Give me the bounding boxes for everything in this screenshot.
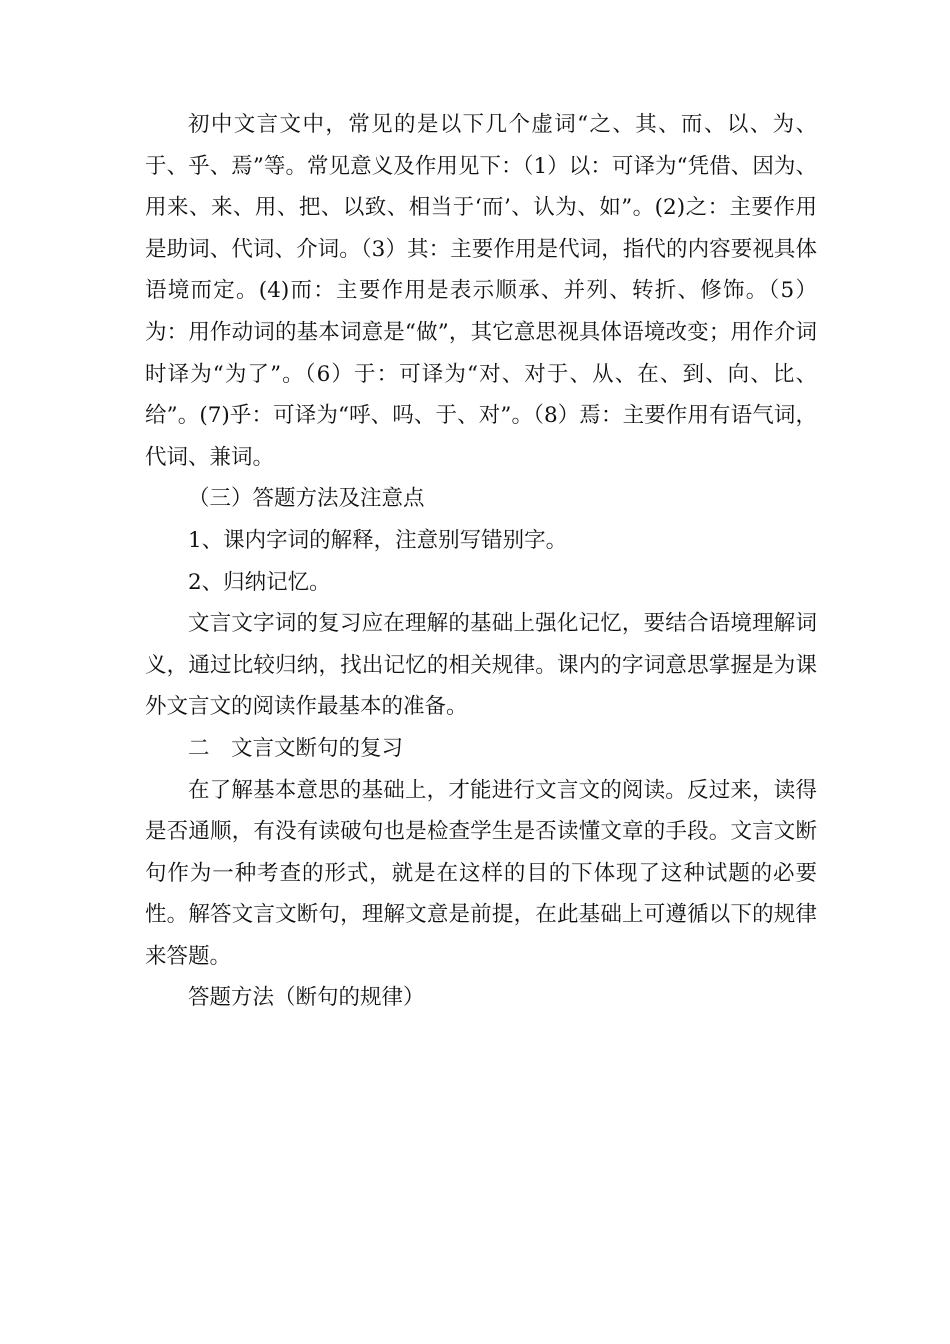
paragraph-function-words: 初中文言文中，常见的是以下几个虚词“之、其、而、以、为、于、乎、焉”等。常见意义及作用见下：（1）以：可译为“凭借、因为、用来、来、用、把、以致、相当于‘而’、认为、如”。(2)之：主要作用是助词、代词、介词。（3）其：主要作用是代词，指代的内容要视具体语境而定。(4)而：主要作用是表示顺承、并列、转折、修饰。（5）为：用作动词的基本词意是“做”，其它意思视具体语境改变；用作介词时译为“为了”。（6）于：可译为“对、对于、从、在、到、向、比、给”。(7)乎：可译为“呼、吗、于、对”。（8）焉：主要作用有语气词，代词、兼词。 <box>145 112 817 470</box>
section-heading-punctuation: 二 文言文断句的复习 <box>188 735 404 761</box>
paragraph-review: 文言文字词的复习应在理解的基础上强化记忆，要结合语境理解词义，通过比较归纳，找出记忆的相关规律。课内的字词意思掌握是为课外文言文的阅读作最基本的准备。 <box>145 611 817 720</box>
heading-answer-methods: （三）答题方法及注意点 <box>188 486 425 512</box>
list-item-2: 2、归纳记忆。 <box>188 569 331 595</box>
list-item-1: 1、课内字词的解释，注意别写错别字。 <box>188 527 568 553</box>
document-page <box>145 104 817 1019</box>
heading-punctuation-rules: 答题方法（断句的规律） <box>188 985 425 1011</box>
paragraph-punctuation: 在了解基本意思的基础上，才能进行文言文的阅读。反过来，读得是否通顺，有没有读破句也是检查学生是否读懂文章的手段。文言文断句作为一种考查的形式，就是在这样的目的下体现了这种试题的必要性。解答文言文断句，理解文意是前提，在此基础上可遵循以下的规律来答题。 <box>145 777 817 969</box>
